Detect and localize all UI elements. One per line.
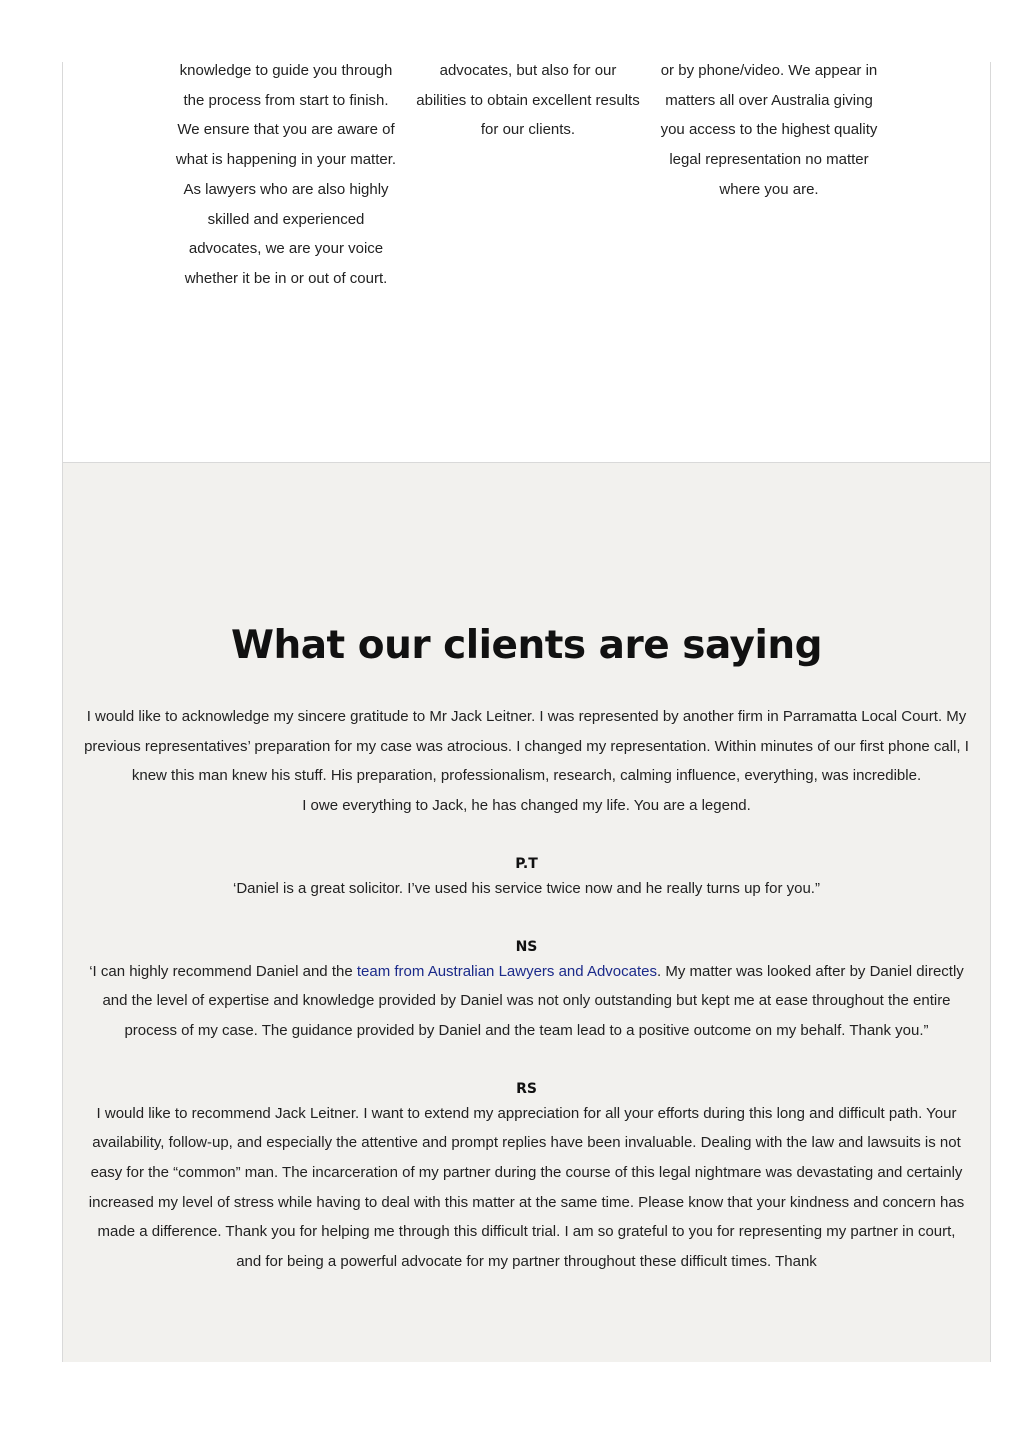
service-text-line: abilities to obtain excellent results (416, 91, 640, 109)
service-text-line: for our clients. (480, 121, 576, 139)
testimonials-section (63, 463, 990, 1362)
service-text-line: where you are. (719, 180, 819, 198)
testimonial-text: I would like to acknowledge my sincere gratitude to Mr Jack Leitner. I was represented by another firm in Parramatta Local Court. My previous representatives’ preparation for my case was atrocious. I changed my representation. Within minutes of our first phone call, I knew this man knew his stuff. His preparation, professionalism, research, calming influence, everything, was incredible. (84, 708, 969, 785)
services-section (63, 62, 990, 462)
service-text-line: advocates, we are your voice (188, 240, 384, 258)
testimonial-text (83, 957, 970, 1046)
service-text-line: you access to the highest quality (660, 121, 878, 139)
service-column-1 (161, 62, 411, 294)
service-text-line: matters all over Australia giving (665, 91, 873, 109)
testimonial-text-part: ‘I can highly recommend Daniel and the (89, 962, 357, 980)
page-frame (62, 62, 991, 1362)
service-text-line: advocates, but also for our (439, 62, 617, 79)
service-column-2 (403, 62, 653, 145)
testimonial-author: NS (515, 938, 538, 955)
testimonial-text-part: . My matter was looked after by Daniel directly and the level of expertise and knowledge provided by Daniel was not only outstanding but kept me at ease throughout the entire process of my case. The guidance provided by Daniel and the team lead to a positive outcome on my behalf. Thank you.” (102, 962, 964, 1039)
service-column-3 (643, 62, 895, 205)
service-text-line: legal representation no matter (669, 151, 869, 169)
testimonial-author: RS (516, 1080, 537, 1097)
service-text-line: We ensure that you are aware of (177, 121, 395, 139)
service-text-line: skilled and experienced (207, 210, 365, 228)
testimonial-text: I would like to recommend Jack Leitner. I want to extend my appreciation for all your efforts during this long and difficult path. Your availability, follow-up, and especially the attentive and prompt replies have been invaluable. Dealing with the law and lawsuits is not easy for the “common” man. The incarceration of my partner during the course of this legal nightmare was devastating and certainly increased my level of stress while having to deal with this matter at the same time. Please know that your kindness and concern has made a difference. Thank you for helping me through this difficult trial. I am so grateful to you for representing my partner in court, and for being a powerful advocate for my partner throughout these difficult times. Thank (88, 1104, 965, 1271)
service-text-line: or by phone/video. We appear in (660, 62, 878, 79)
service-text-line: the process from start to finish. (183, 91, 389, 109)
team-link[interactable]: team from Australian Lawyers and Advocates (356, 962, 657, 980)
testimonial-text: I owe everything to Jack, he has changed my life. You are a legend. (302, 797, 751, 815)
service-text-line: what is happening in your matter. (175, 151, 397, 169)
service-text-line: whether it be in or out of court. (184, 269, 388, 287)
testimonial-author: P.T (515, 855, 538, 872)
service-text-line: As lawyers who are also highly (183, 180, 389, 198)
testimonials-heading: What our clients are saying (230, 623, 823, 668)
testimonial-text: ‘Daniel is a great solicitor. I’ve used his service twice now and he really turns up for you.” (233, 879, 820, 897)
testimonials-list (83, 702, 970, 1277)
service-text-line: knowledge to guide you through (179, 62, 393, 79)
